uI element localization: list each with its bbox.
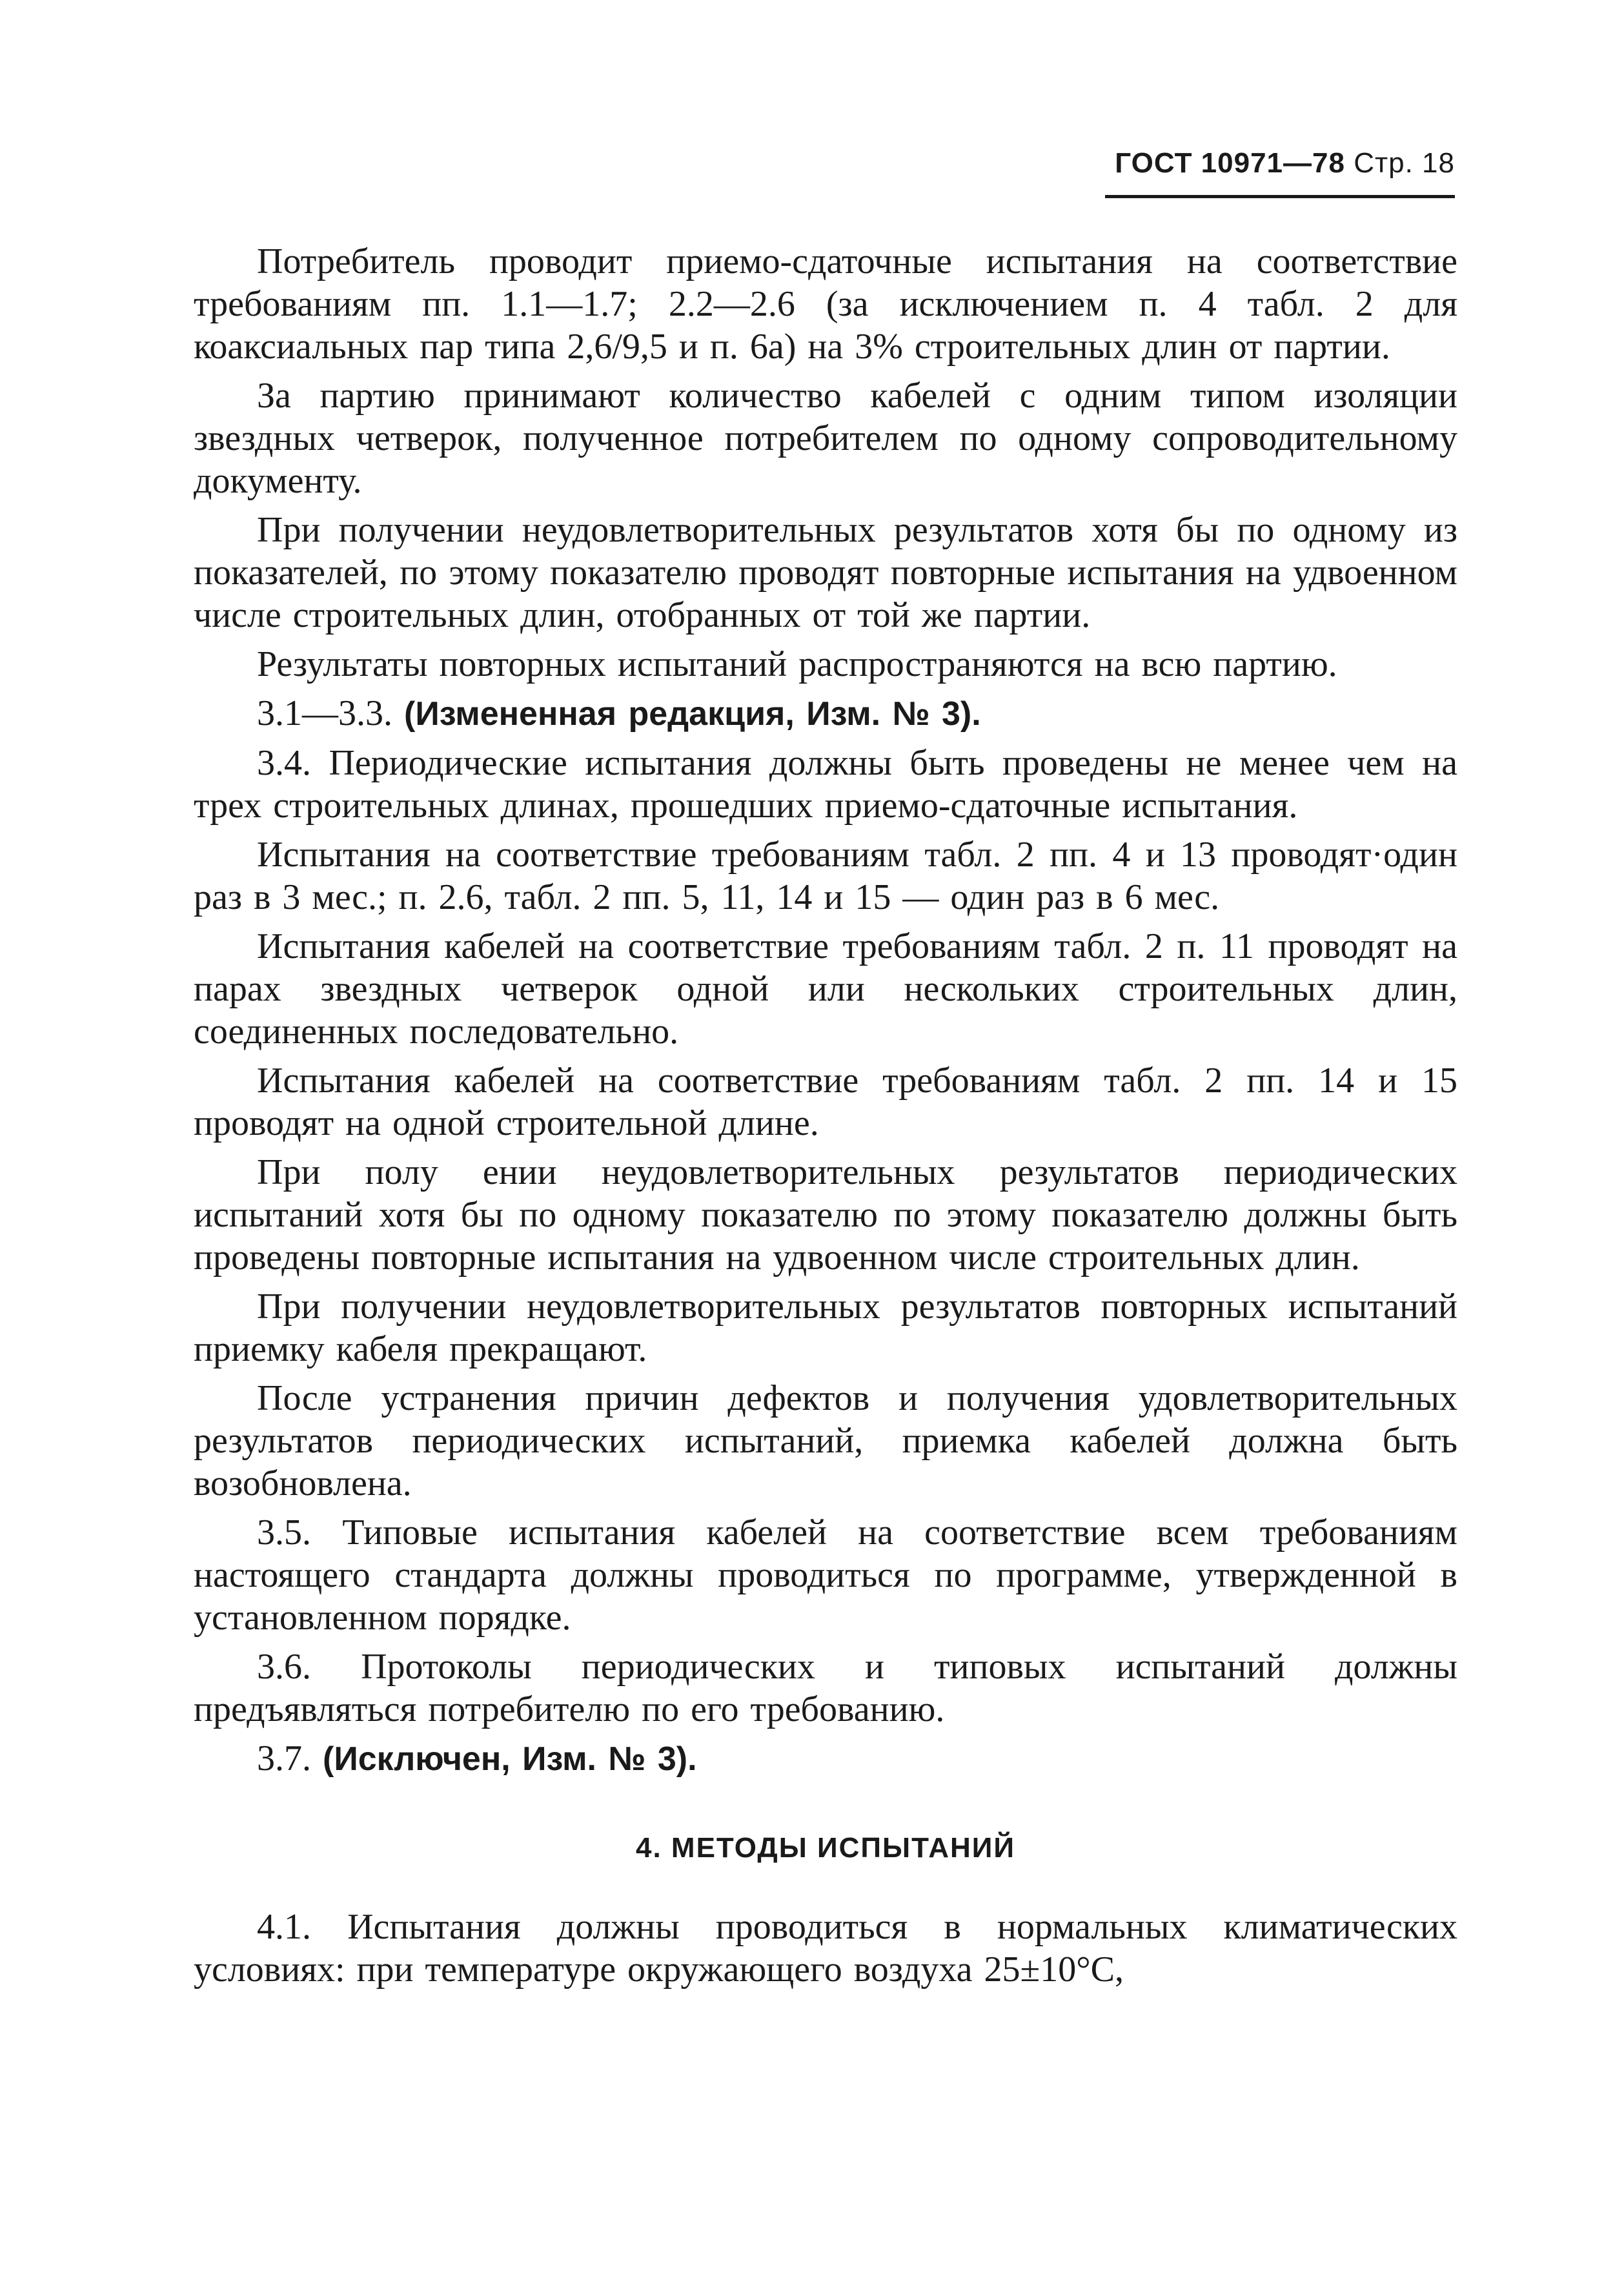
clause-number: 3.7. [257,1738,323,1778]
page-header [1115,147,1455,179]
amendment-note: (Исключен, Изм. № 3). [323,1740,697,1778]
paragraph [194,692,1457,735]
paragraph: Испытания кабелей на соответствие требованиям табл. 2 пп. 14 и 15 проводят на одной строительной длине. [194,1061,1457,1143]
paragraph: После устранения причин дефектов и получения удовлетворительных результатов периодических испытаний, приемка кабелей должна быть возобновлена. [194,1378,1457,1503]
paragraph: 3.5. Типовые испытания кабелей на соответствие всем требованиям настоящего стандарта должны проводиться по программе, утвержденной в установленном порядке. [194,1512,1457,1638]
standard-number: ГОСТ 10971—78 [1115,147,1345,179]
paragraph: За партию принимают количество кабелей с одним типом изоляции звездных четверок, полученное потребителем по одному сопроводительному документу. [194,376,1457,501]
paragraph: Потребитель проводит приемо-сдаточные испытания на соответствие требованиям пп. 1.1—1.7; 2.2—2.6 (за исключением п. 4 табл. 2 для коаксиальных пар типа 2,6/9,5 и п. 6а) на 3% строительных длин от партии. [194,241,1457,367]
page-number: Стр. 18 [1354,147,1455,179]
paragraph: 4.1. Испытания должны проводиться в нормальных климатических условиях: при температуре окружающего воздуха 25±10°С, [194,1907,1457,1990]
amendment-note: (Измененная редакция, Изм. № 3). [404,695,981,733]
paragraph: При получении неудовлетворительных результатов повторных испытаний приемку кабеля прекращают. [194,1287,1457,1369]
paragraph: Испытания на соответствие требованиям табл. 2 пп. 4 и 13 проводят·один раз в 3 мес.; п. 2.6, табл. 2 пп. 5, 11, 14 и 15 — один раз в 6 мес. [194,835,1457,917]
paragraph: Испытания кабелей на соответствие требованиям табл. 2 п. 11 проводят на парах звездных четверок одной или нескольких строительных длин, соединенных последовательно. [194,926,1457,1052]
paragraph: При полу ении неудовлетворительных результатов периодических испытаний хотя бы по одному показателю по этому показателю должны быть проведены повторные испытания на удвоенном числе строительных длин. [194,1152,1457,1277]
paragraph: 3.6. Протоколы периодических и типовых испытаний должны предъявляться потребителю по его требованию. [194,1647,1457,1729]
section-heading: 4. МЕТОДЫ ИСПЫТАНИЙ [636,1832,1015,1864]
header-rule [1105,195,1455,198]
paragraph: При получении неудовлетворительных результатов хотя бы по одному из показателей, по этому показателю проводят повторные испытания на удвоенном числе строительных длин, отобранных от той же партии. [194,510,1457,635]
paragraph [194,1737,1457,1780]
clause-number: 3.1—3.3. [257,693,404,733]
paragraph: Результаты повторных испытаний распространяются на всю партию. [257,644,1337,684]
paragraph: 3.4. Периодические испытания должны быть проведены не менее чем на трех строительных длинах, прошедших приемо-сдаточные испытания. [194,743,1457,826]
document-body [194,240,1457,1997]
